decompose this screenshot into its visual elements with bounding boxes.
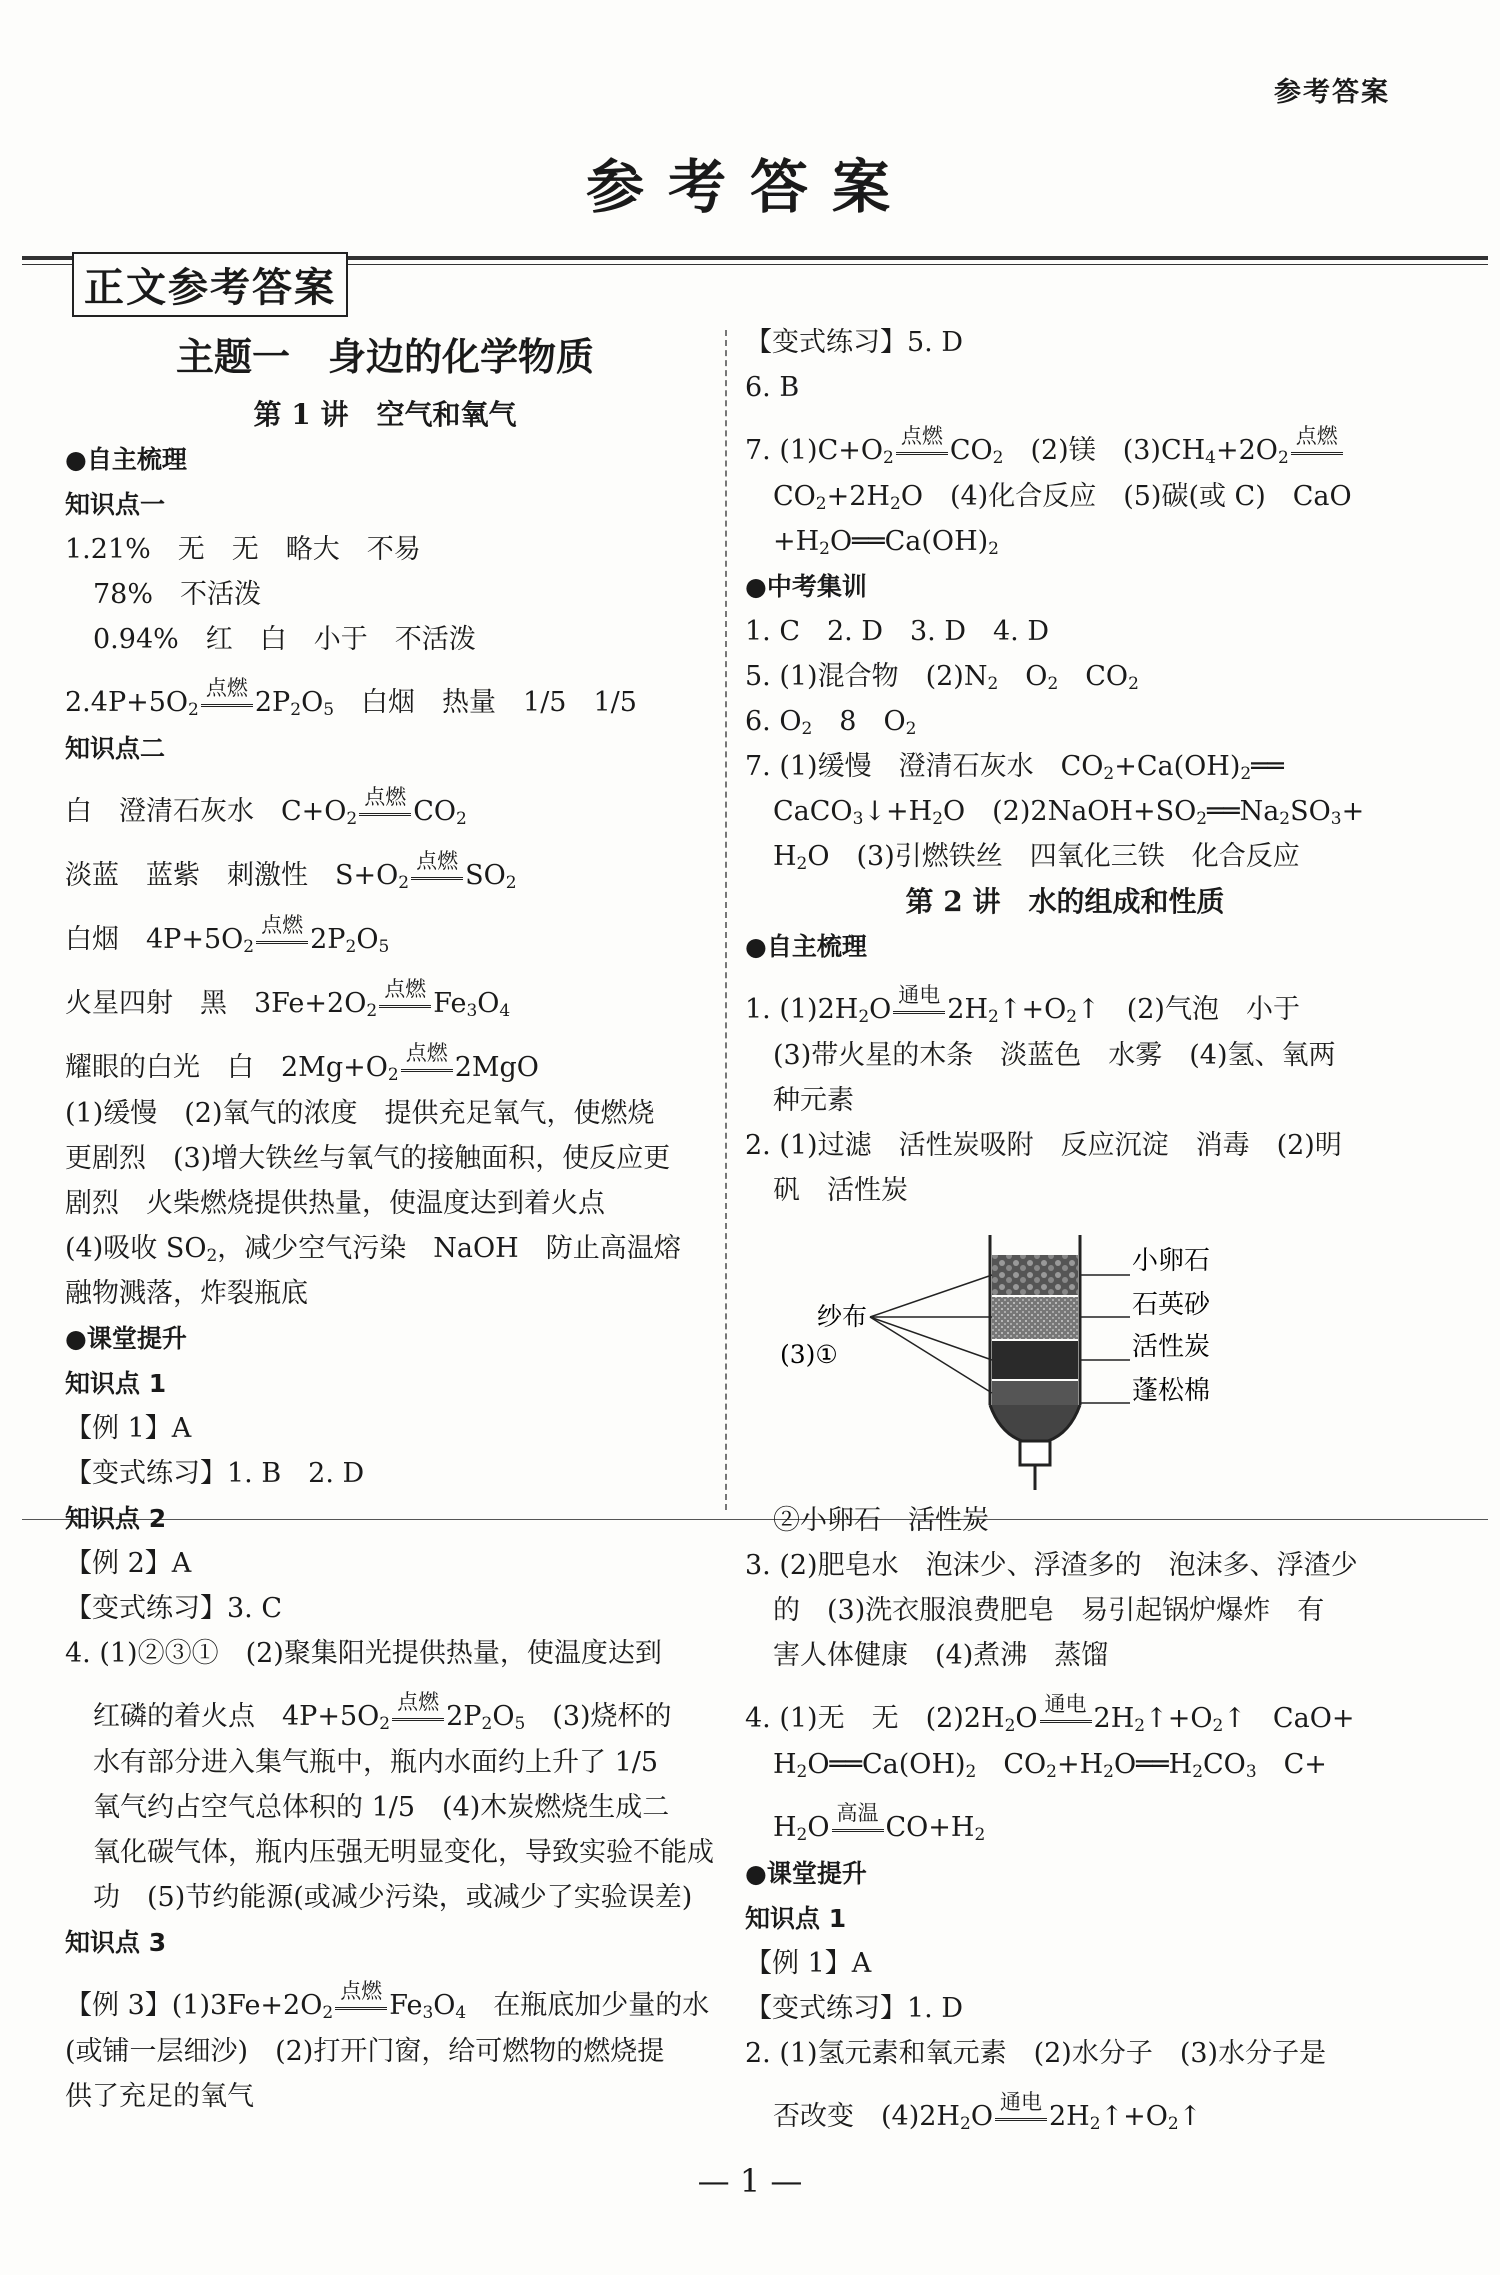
reaction-arrow: 点燃: [379, 991, 431, 1008]
section-tag: 正文参考答案: [72, 252, 348, 317]
answer-line: $CaCO_3↓+H_2O$ $(2)2NaOH+SO_2══Na_2SO_3+$: [773, 796, 1365, 829]
equation-line: 4. (1)无 无 $(2)2H_2O$ 通电 $2H_2↑+O_2↑$ CaO+: [745, 1692, 1355, 1736]
right-column-bottom: [745, 1498, 1385, 2140]
answer-line: $+H_2O══Ca(OH)_2$: [773, 526, 999, 559]
answer-line: 1. C 2. D 3. D 4. D: [745, 616, 1049, 647]
reaction-arrow: 点燃: [392, 1704, 444, 1721]
answer-line: (或铺一层细沙) (2)打开门窗，给可燃物的燃烧提: [65, 2036, 665, 2067]
right-column-top: [745, 320, 1385, 1213]
lesson-heading: 主题一 身边的化学物质: [175, 334, 594, 379]
lesson-heading: 第 1 讲 空气和氧气: [253, 398, 517, 431]
section-heading: ●中考集训: [745, 572, 867, 601]
equation-line: 火星四射 黑 $3Fe+2O_2$ 点燃 $Fe_3O_4$: [65, 977, 511, 1021]
equation-line: 7. $(1)C+O_2$ 点燃 $CO_2$ (2)镁 $(3)CH_4+2O_2$ 点燃: [745, 410, 1385, 474]
section-heading: 知识点 1: [745, 1904, 847, 1933]
equation-line: 白 澄清石灰水 $C+O_2$ 点燃 $CO_2$: [65, 785, 467, 829]
answer-line: ②小卵石 活性炭: [773, 1505, 989, 1536]
section-heading: ●课堂提升: [65, 1324, 187, 1353]
answer-line: 0.94% 红 白 小于 不活泼: [93, 624, 476, 655]
layer-label: 石英砂: [1132, 1290, 1211, 1320]
answer-line: 剧烈 火柴燃烧提供热量，使温度达到着火点: [65, 1188, 605, 1219]
answer-line: 更剧烈 (3)增大铁丝与氧气的接触面积，使反应更: [65, 1143, 671, 1174]
answer-line: 3. (2)肥皂水 泡沫少、浮渣多的 泡沫多、浮渣少: [745, 1550, 1358, 1581]
reaction-arrow: 点燃: [401, 1055, 453, 1072]
gauze-label: 纱布: [816, 1302, 868, 1331]
equation-line: 【例 3】$(1)3Fe+2O_2$ 点燃 $Fe_3O_4$ 在瓶底加少量的水: [65, 1979, 710, 2023]
equation-line: $H_2O$ 高温 $CO+H_2$: [773, 1801, 986, 1845]
page-title: 参考答案: [585, 153, 914, 221]
answer-line: 【例 1】A: [65, 1413, 192, 1444]
answer-line: (4)吸收 $SO_2$，减少空气污染 NaOH 防止高温熔: [65, 1233, 681, 1266]
reaction-arrow: 点燃: [256, 927, 308, 944]
answer-line: 【变式练习】3. C: [65, 1593, 283, 1624]
reaction-arrow: 点燃: [335, 1993, 387, 2010]
answer-line: 2. (1)氢元素和氧元素 (2)水分子 (3)水分子是: [745, 2038, 1327, 2069]
reaction-arrow: 点燃: [896, 438, 948, 455]
answer-line: 4. (1)②③① (2)聚集阳光提供热量，使温度达到: [65, 1638, 662, 1669]
answer-line: 种元素: [773, 1085, 854, 1116]
answer-line: 【例 2】A: [65, 1548, 192, 1579]
column-divider: [725, 330, 727, 1510]
answer-line: 1.21% 无 无 略大 不易: [65, 534, 421, 565]
section-heading: 知识点二: [65, 734, 166, 763]
equation-line: 淡蓝 蓝紫 刺激性 $S+O_2$ 点燃 $SO_2$: [65, 849, 517, 893]
section-heading: 知识点一: [65, 490, 166, 519]
reaction-arrow: 点燃: [411, 863, 463, 880]
section-heading: 知识点 3: [65, 1928, 167, 1957]
answer-line: 氧化碳气体，瓶内压强无明显变化，导致实验不能成: [93, 1837, 714, 1868]
reaction-arrow: 高温: [832, 1815, 884, 1832]
answer-line: 【变式练习】1. B 2. D: [65, 1458, 365, 1489]
reaction-arrow: 通电: [893, 997, 945, 1014]
reaction-arrow: 点燃: [359, 799, 411, 816]
answer-line: 【变式练习】5. D: [745, 327, 963, 358]
lesson-heading: 第 2 讲 水的组成和性质: [905, 885, 1225, 918]
answer-line: (1)缓慢 (2)氧气的浓度 提供充足氧气，使燃烧: [65, 1098, 655, 1129]
answer-line: 供了充足的氧气: [65, 2081, 254, 2112]
filter-number: (3)①: [780, 1340, 838, 1369]
left-column: [65, 322, 714, 2119]
answer-line: 【变式练习】1. D: [745, 1993, 963, 2024]
layer-sand: [992, 1297, 1078, 1339]
equation-line: 耀眼的白光 白 $2Mg+O_2$ 点燃 2MgO: [65, 1041, 539, 1085]
answer-line: $CO_2+2H_2O$ (4)化合反应 (5)碳(或 C) CaO: [773, 481, 1352, 514]
reaction-arrow: 点燃: [1291, 438, 1343, 455]
section-heading: ●自主梳理: [745, 932, 867, 961]
equation-line: 白烟 $4P+5O_2$ 点燃 $2P_2O_5$: [65, 913, 390, 957]
answer-line: 功 (5)节约能源(或减少污染，或减少了实验误差): [93, 1882, 693, 1913]
answer-line: 水有部分进入集气瓶中，瓶内水面约上升了 1/5: [93, 1747, 659, 1778]
equation-line: 否改变 $(4)2H_2O$ 通电 $2H_2↑+O_2↑$: [773, 2090, 1202, 2134]
answer-line: 矾 活性炭: [773, 1175, 908, 1206]
reaction-arrow: 通电: [1040, 1706, 1092, 1723]
answer-line: $H_2O$ (3)引燃铁丝 四氧化三铁 化合反应: [773, 841, 1300, 874]
layer-cotton: [992, 1381, 1078, 1405]
answer-line: 6. $O_2$ 8 $O_2$: [745, 706, 917, 739]
answer-line: 78% 不活泼: [93, 579, 262, 610]
page-number: — 1 —: [697, 2162, 803, 2200]
section-heading: ●课堂提升: [745, 1859, 867, 1888]
answer-line: 【例 1】A: [745, 1948, 872, 1979]
reaction-arrow: 通电: [995, 2104, 1047, 2121]
answer-line: (3)带火星的木条 淡蓝色 水雾 (4)氢、氧两: [773, 1040, 1336, 1071]
answer-line: 5. (1)混合物 $(2)N_2$ $O_2$ $CO_2$: [745, 661, 1139, 694]
water-filter-diagram: [760, 1235, 1420, 1495]
layer-carbon: [992, 1341, 1078, 1379]
equation-line: $2.4P+5O_2$ 点燃 $2P_2O_5$ 白烟 热量 1/5 1/5: [65, 676, 637, 720]
section-heading: 知识点 2: [65, 1504, 167, 1533]
reaction-arrow: 点燃: [201, 690, 253, 707]
section-heading: ●自主梳理: [65, 445, 187, 474]
answer-line: 7. (1)缓慢 澄清石灰水 $CO_2+Ca(OH)_2══$: [745, 751, 1284, 784]
answer-line: 6. B: [745, 372, 800, 403]
answer-line: 融物溅落，炸裂瓶底: [65, 1278, 308, 1309]
answer-line: $H_2O══Ca(OH)_2$ $CO_2+H_2O══H_2CO_3$ C+: [773, 1749, 1327, 1782]
layer-pebbles: [992, 1255, 1078, 1295]
section-heading: 知识点 1: [65, 1369, 167, 1398]
answer-line: 的 (3)洗衣服浪费肥皂 易引起锅炉爆炸 有: [773, 1595, 1325, 1626]
layer-label: 小卵石: [1132, 1246, 1211, 1276]
layer-label: 蓬松棉: [1132, 1376, 1211, 1406]
answer-line: 2. (1)过滤 活性炭吸附 反应沉淀 消毒 (2)明: [745, 1130, 1342, 1161]
equation-line: 1. $(1)2H_2O$ 通电 $2H_2↑+O_2↑$ (2)气泡 小于: [745, 983, 1300, 1027]
answer-line: 氧气约占空气总体积的 1/5 (4)木炭燃烧生成二: [93, 1792, 670, 1823]
answer-line: 害人体健康 (4)煮沸 蒸馏: [773, 1640, 1109, 1671]
corner-header: 参考答案: [1274, 77, 1390, 108]
layer-label: 活性炭: [1132, 1332, 1211, 1362]
equation-line: 红磷的着火点 $4P+5O_2$ 点燃 $2P_2O_5$ (3)烧杯的: [93, 1690, 672, 1734]
